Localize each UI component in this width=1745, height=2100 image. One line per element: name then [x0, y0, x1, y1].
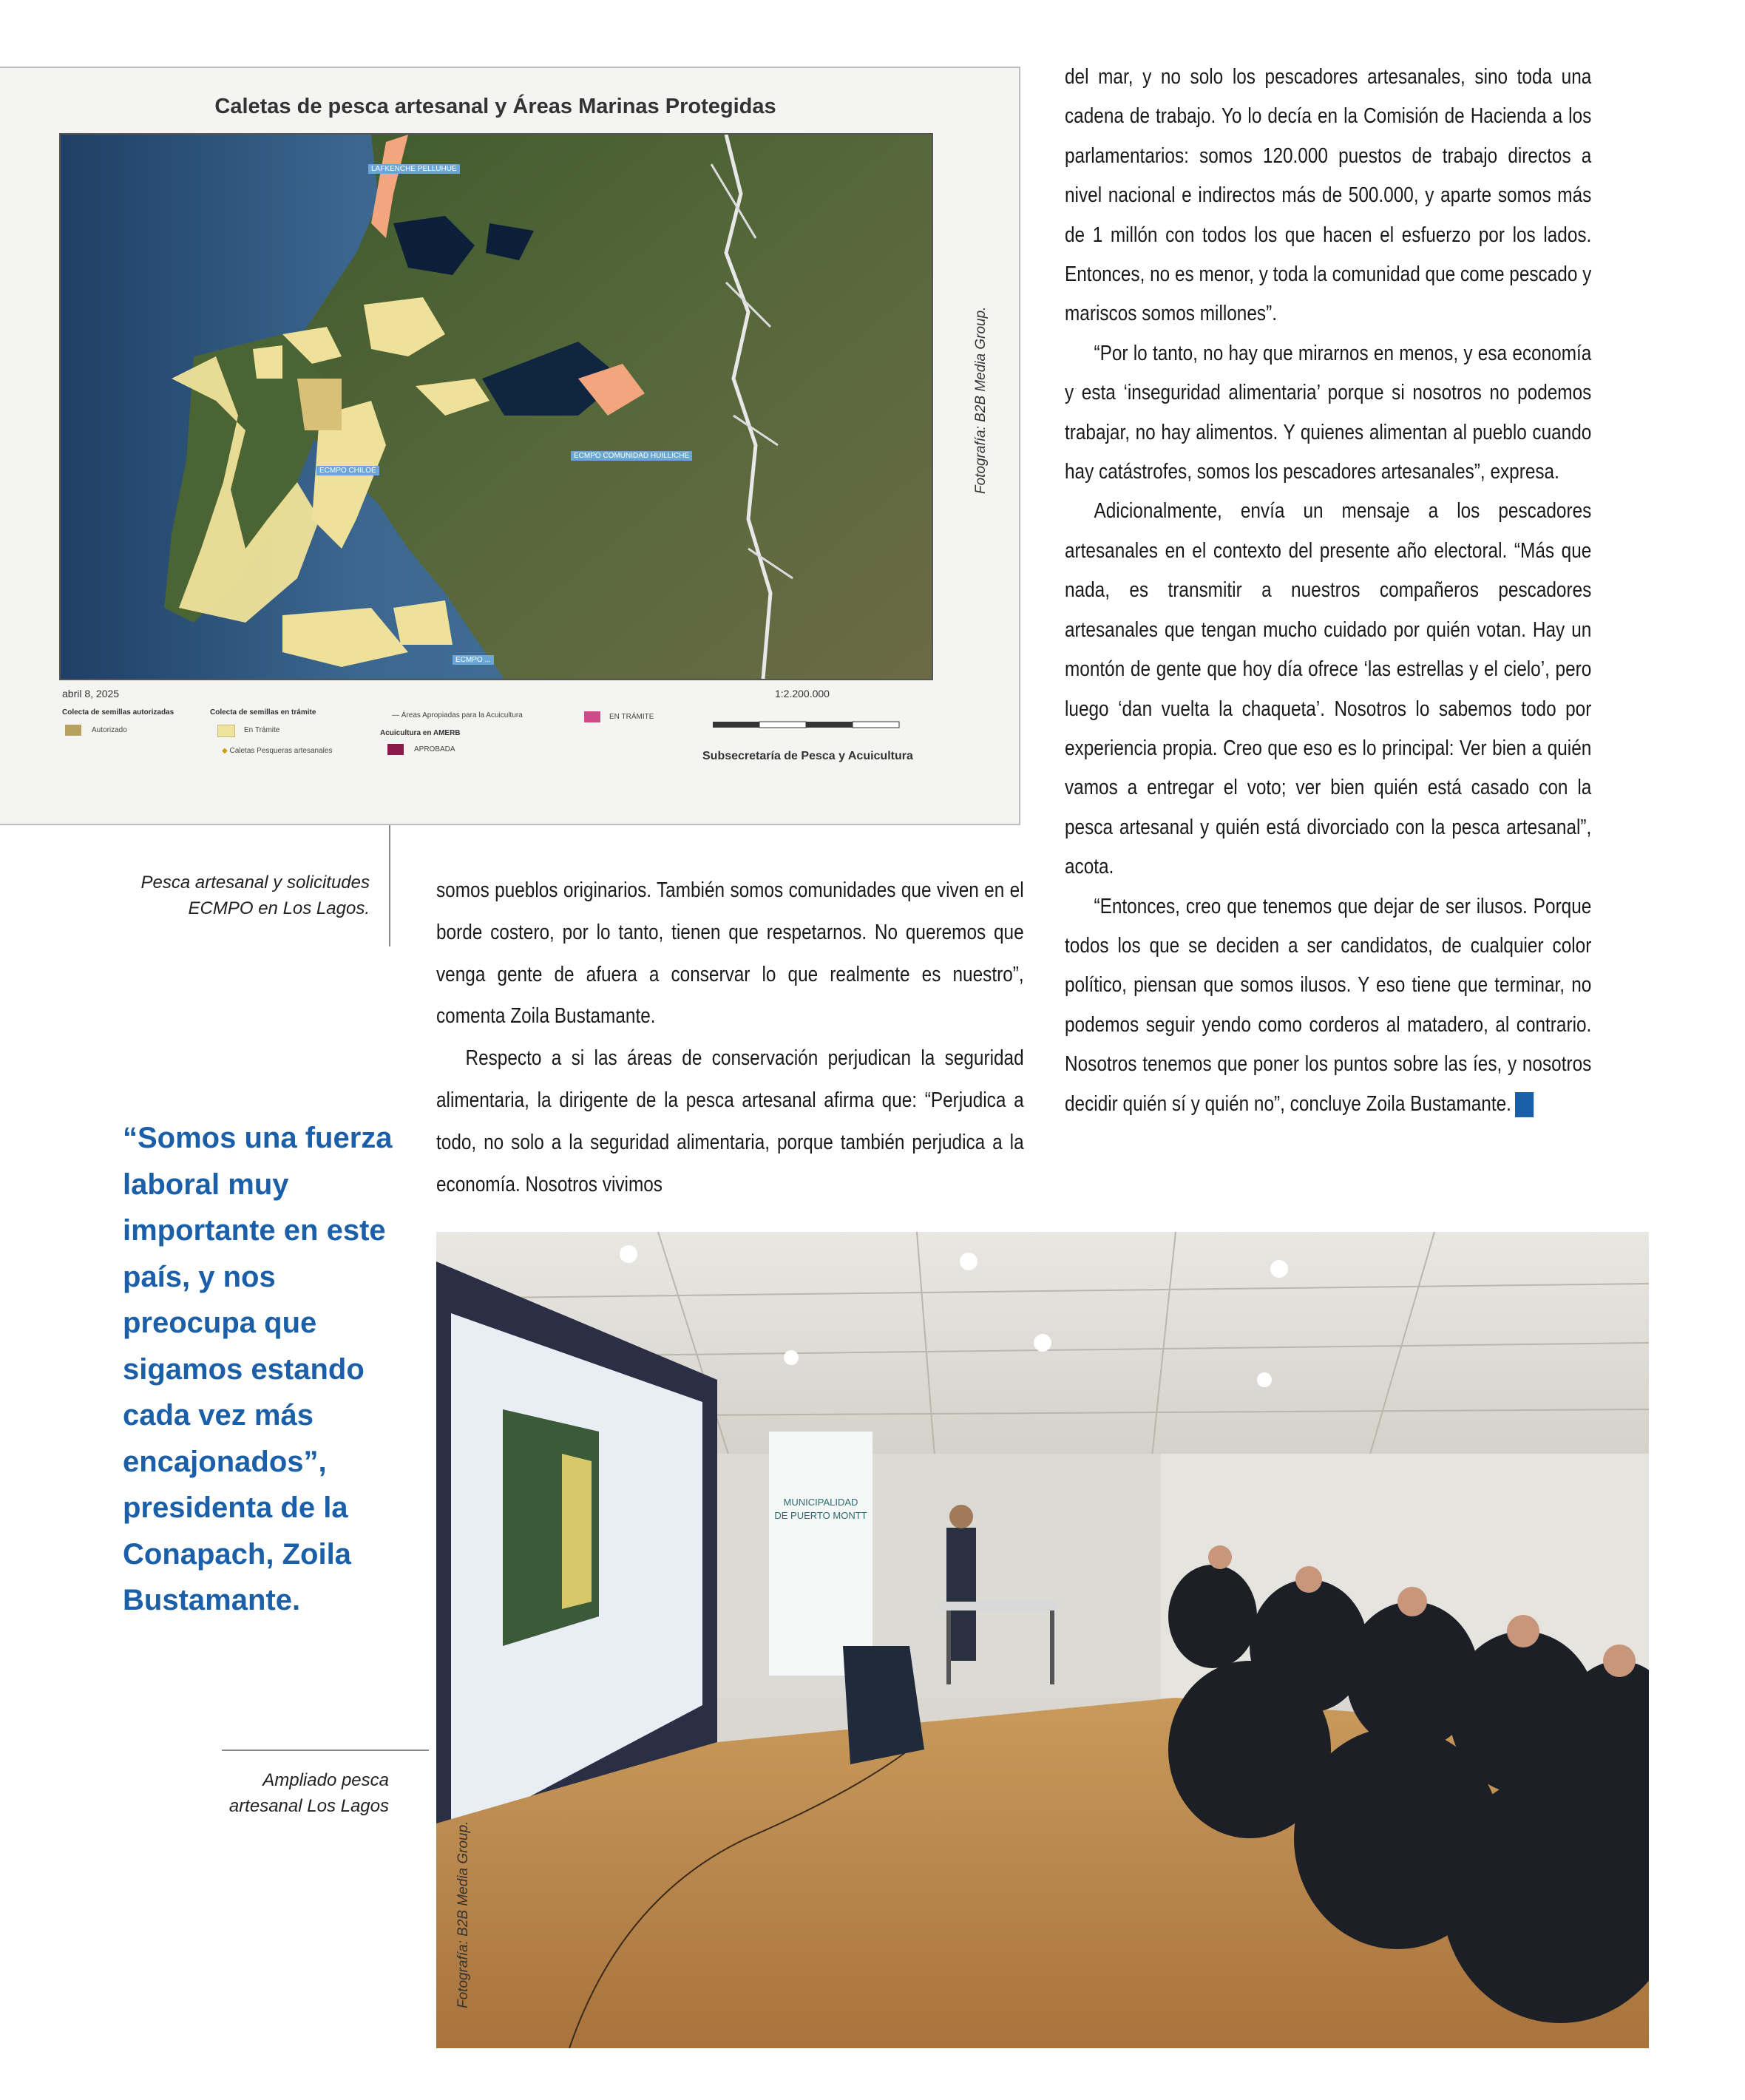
banner-stand: [769, 1432, 872, 1676]
legend-col1-header: Colecta de semillas autorizadas: [62, 708, 174, 717]
right-column: [1065, 58, 1591, 1124]
legend-col3-header: Acuicultura en AMERB: [380, 729, 461, 737]
photo-caption: Ampliado pesca artesanal Los Lagos: [228, 1770, 389, 1816]
map-label-3: ECMPO COMUNIDAD HUILLICHE: [571, 451, 692, 461]
map-caption: Pesca artesanal y solicitudes ECMPO en Los Lagos.: [140, 873, 370, 918]
photo-credit: Fotografía: B2B Media Group.: [455, 1820, 471, 2008]
legend-aprobada: APROBADA: [414, 745, 455, 753]
legend-swatch-en-tramite: [217, 725, 235, 737]
banner-text-2: DE PUERTO MONTT: [774, 1510, 867, 1521]
scale-bar: [710, 708, 902, 742]
map-title: Caletas de pesca artesanal y Áreas Marinas Protegidas: [214, 95, 776, 118]
presenter-head: [949, 1505, 973, 1528]
map-image: [59, 133, 933, 680]
legend-en-tramite: En Trámite: [244, 726, 280, 734]
legend-autorizado: Autorizado: [92, 726, 127, 734]
ecmpo-zone-7: [393, 600, 453, 645]
table-leg-2: [1050, 1610, 1054, 1684]
pull-quote: “Somos una fuerza laboral muy importante en este país, y nos preocupa que sigamos estando cada vez más encajonados”, presidenta de la Conapach, Zoila Bustamante.: [123, 1122, 393, 1616]
middle-column: [436, 870, 1024, 1205]
right-paragraph-2: “Por lo tanto, no hay que mirarnos en menos, y esa economía y esta ‘inseguridad alimentaria’ porque si nosotros no podemos trabajar, no hay alimentos. Y quienes alimentan al pueblo cuando hay catástrofes, somos los pescadores artesanales”, expresa.: [1065, 341, 1592, 484]
middle-paragraph-2: Respecto a si las áreas de conservación perjudican la seguridad alimentaria, la dirigente de la pesca artesanal afirma que: “Perjudica a todo, no solo a la seguridad alimentaria, porque también perjudica a la economía. Nosotros vivimos: [436, 1046, 1024, 1196]
legend-caletas: [222, 747, 332, 755]
banner-text: MUNICIPALIDAD: [783, 1497, 858, 1508]
map-agency: Subsecretaría de Pesca y Acuicultura: [702, 750, 913, 762]
ecmpo-zone-3: [253, 345, 282, 379]
meeting-photo: [436, 1232, 1649, 2048]
right-paragraph-1: del mar, y no solo los pescadores artesanales, sino toda una cadena de trabajo. Yo lo decía en la Comisión de Hacienda a los parlamentarios: somos 120.000 puestos de trabajo directos a nivel nacional e indirectos más de 500.000, y aparte somos más de 1 millón con todos los que hacen el esfuerzo por los lados. Entonces, no es menor, y toda la comunidad que come pescado y mariscos somos millones”.: [1065, 65, 1592, 326]
map-scale: 1:2.200.000: [775, 688, 830, 700]
map-photo-credit: Fotografía: B2B Media Group.: [973, 306, 989, 494]
map-date: abril 8, 2025: [62, 688, 120, 700]
map-label-4: ECMPO ...: [453, 655, 494, 665]
caption2-rule: [222, 1750, 429, 1751]
middle-paragraph-1: somos pueblos originarios. También somos comunidades que viven en el borde costero, por lo tanto, tienen que respetarnos. No queremos que venga gente de afuera a conservar lo que realmente es nuestro”, comenta Zoila Bustamante.: [436, 878, 1024, 1029]
caption1-rule: [389, 825, 390, 946]
map-label-1: LAFKENCHE PELLUHUE: [368, 164, 460, 174]
legend-en-tramite-acui: EN TRÁMITE: [609, 713, 654, 721]
meeting-photo-illustration: [436, 1232, 1649, 2048]
table-leg: [946, 1610, 951, 1684]
end-mark-icon: Q: [1515, 1092, 1534, 1117]
map-label-2: ECMPO CHILOÉ: [316, 466, 379, 475]
legend-caletas-label: Caletas Pesqueras artesanales: [229, 747, 333, 755]
legend-swatch-autorizado: [65, 725, 81, 736]
right-paragraph-4-text: “Entonces, creo que tenemos que dejar de ser ilusos. Porque todos los que se deciden a ser candidatos, de cualquier color político, piensan que somos ilusos. Y eso tiene que terminar, no podemos seguir yendo como corderos al matadero, al contrario. Nosotros tenemos que poner los puntos sobre las íes, y nosotros decidir quién sí y quién no”, concluye Zoila Bustamante.: [1065, 894, 1592, 1116]
right-paragraph-4: [1065, 887, 1591, 1124]
legend-areas-apropiadas: [392, 711, 523, 719]
table: [939, 1602, 1057, 1610]
autorizado-zone: [297, 379, 342, 430]
legend-swatch-en-tramite-acui: [584, 711, 600, 722]
right-paragraph-3: Adicionalmente, envía un mensaje a los pescadores artesanales en el contexto del presente año electoral. “Más que nada, es transmitir a nuestros compañeros pescadores artesanales que tengan mucho cuidado por quién votan. Hay un montón de gente que hoy día ofrece ‘las estrellas y el cielo’, pero luego ‘dan vuelta la chaqueta’. Nosotros lo sabemos todo por experiencia propia. Creo que eso es lo principal: Ver bien a quién vamos a entregar el voto; ver bien quién está casado con la pesca artesanal y quién está divorciado con la pesca artesanal”, acota.: [1065, 499, 1592, 879]
legend-areas-label: Áreas Apropiadas para la Acuicultura: [401, 711, 523, 719]
projected-map-zone: [562, 1454, 592, 1609]
map-illustration: [61, 135, 932, 679]
legend-swatch-aprobada: [387, 744, 404, 755]
dashed-line-icon: —: [392, 711, 399, 719]
caleta-point-icon: ◆: [222, 747, 228, 755]
legend-col2-header: Colecta de semillas en trámite: [210, 708, 316, 717]
